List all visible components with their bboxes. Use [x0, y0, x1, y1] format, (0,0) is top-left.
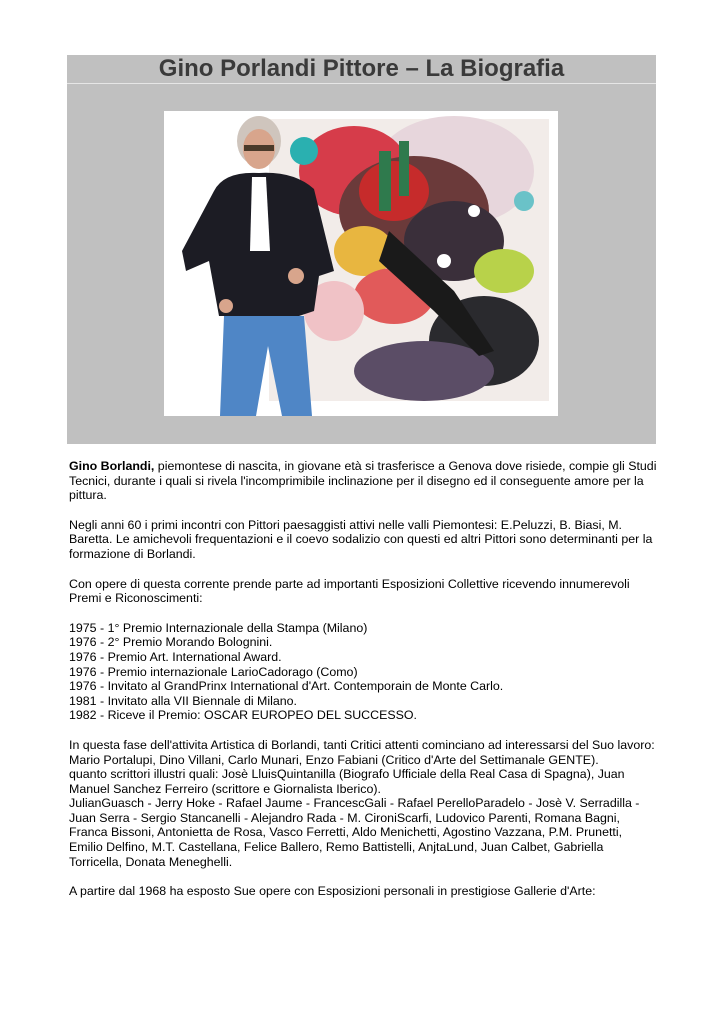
award-item: 1976 - 2° Premio Morando Bolognini.	[69, 635, 273, 650]
intro-paragraph	[69, 459, 659, 503]
paragraph-personal-exhibitions: A partire dal 1968 ha esposto Sue opere con Esposizioni personali in prestigiose Gallerie d'Arte:	[69, 884, 596, 899]
paragraph-early-years: Negli anni 60 i primi incontri con Pittori paesaggisti attivi nelle valli Piemontesi: E.Peluzzi, B. Biasi, M. Baretta. Le amichevoli frequentazioni e il coevo sodalizio con questi ed altri Pittori sono determinanti per la formazione di Borlandi.	[69, 517, 653, 561]
artist-portrait-painting-icon	[164, 111, 558, 416]
artist-name: Gino Borlandi,	[69, 459, 155, 473]
artist-photo	[164, 111, 558, 416]
paragraph-critics-intro: In questa fase dell'attivita Artistica di Borlandi, tanti Critici attenti cominciano ad interessarsi del Suo lavoro:	[69, 737, 655, 752]
biography-text	[69, 459, 659, 899]
award-item: 1975 - 1° Premio Internazionale della Stampa (Milano)	[69, 620, 368, 635]
paragraph-critics-list: Mario Portalupi, Dino Villani, Carlo Munari, Enzo Fabiani (Critico d'Arte del Settimanale GENTE).	[69, 752, 599, 767]
paragraph-exhibitions: Con opere di questa corrente prende parte ad importanti Esposizioni Collettive ricevendo innumerevoli Premi e Riconoscimenti:	[69, 576, 630, 606]
award-item: 1976 - Premio internazionale LarioCadorago (Como)	[69, 664, 358, 679]
award-item: 1976 - Invitato al GrandPrinx International d'Art. Contemporain de Monte Carlo.	[69, 679, 504, 694]
header-banner	[67, 55, 656, 444]
award-item: 1981 - Invitato alla VII Biennale di Milano.	[69, 693, 297, 708]
paragraph-names: JulianGuasch - Jerry Hoke - Rafael Jaume - FrancescGali - Rafael PerelloParadelo - Josè V. Serradilla - Juan Serra - Sergio Stancanelli - Alejandro Rada - M. CironiScarfi, Ludovico Parenti, Romana Bagni, Franca Bissoni, Antonietta de Rosa, Vasco Ferretti, Aldo Menichetti, Agostino Vazzana, P.M. Prunetti, Emilio Delfino, M.T. Castellana, Felice Ballero, Remo Battistelli, AnjtaLund, Juan Calbet, Gabriella Torricella, Donata Meneghelli.	[69, 796, 640, 869]
title-bar	[67, 55, 656, 84]
page-title: Gino Porlandi Pittore – La Biografia	[158, 55, 565, 82]
paragraph-writers: quanto scrittori illustri quali: Josè LluisQuintanilla (Biografo Ufficiale della Real Casa di Spagna), Juan Manuel Sanchez Ferreiro (scrittore e Giornalista Iberico).	[69, 767, 625, 796]
award-item: 1982 - Riceve il Premio: OSCAR EUROPEO DEL SUCCESSO.	[69, 708, 417, 723]
award-item: 1976 - Premio Art. International Award.	[69, 649, 282, 664]
intro-text: piemontese di nascita, in giovane età si trasferisce a Genova dove risiede, compie gli Studi Tecnici, durante i quali si rivela l'incomprimibile inclinazione per il disegno ed il conseguente amore per la pittura.	[69, 459, 657, 503]
